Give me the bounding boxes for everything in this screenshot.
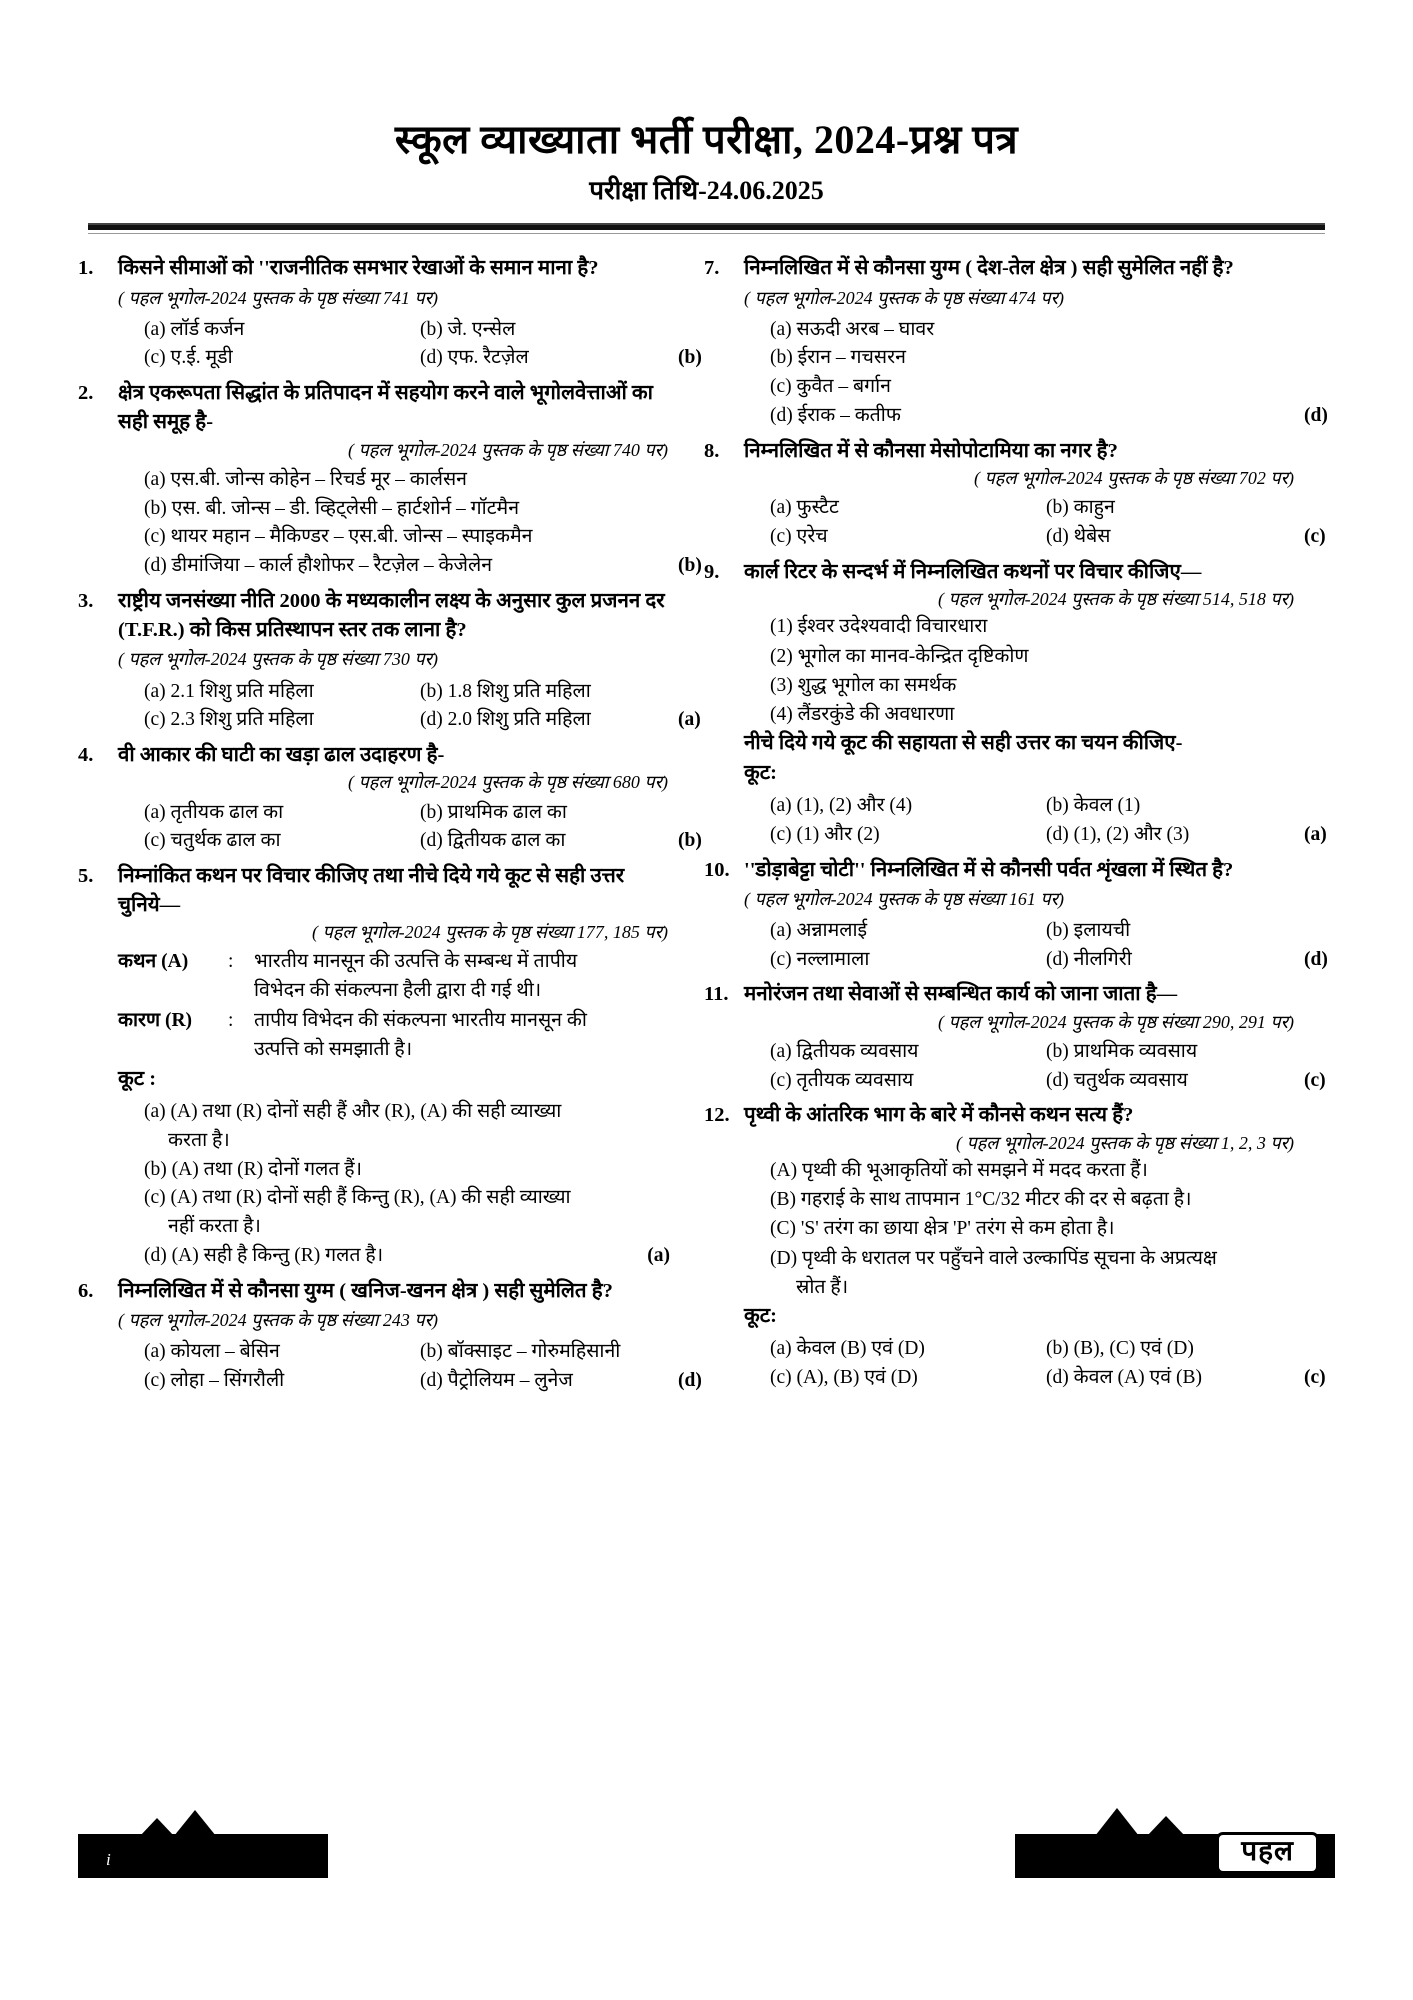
book-reference: ( पहल भूगोल-2024 पुस्तक के पृष्ठ संख्या 702 पर): [974, 468, 1294, 489]
publisher-logo: [1216, 1832, 1319, 1874]
answer-key: (d): [1304, 405, 1328, 427]
statement-item: (C) 'S' तरंग का छाया क्षेत्र 'P' तरंग से कम होता है।: [770, 1218, 1115, 1240]
assertion-colon: :: [228, 950, 234, 972]
book-reference: ( पहल भूगोल-2024 पुस्तक के पृष्ठ संख्या 1, 2, 3 पर): [956, 1132, 1294, 1153]
option-c[interactable]: (c) कुवैत – बर्गान: [770, 376, 891, 398]
option-d[interactable]: (d) द्वितीयक ढाल का: [420, 830, 566, 852]
answer-key: (b): [678, 830, 702, 852]
option-a[interactable]: (a) लॉर्ड कर्जन: [144, 318, 245, 340]
option-a[interactable]: (a) अन्नामलाई: [770, 919, 868, 941]
question-text: पृथ्वी के आंतरिक भाग के बारे में कौनसे कथन सत्य हैं?: [744, 1104, 1134, 1127]
option-a[interactable]: (a) तृतीयक ढाल का: [144, 801, 284, 823]
statement-item: (B) गहराई के साथ तापमान 1°C/32 मीटर की दर से बढ़ता है।: [770, 1189, 1192, 1211]
options-row: [118, 1367, 702, 1396]
option-b[interactable]: (b) बॉक्साइट – गोरुमहिसानी: [420, 1341, 621, 1363]
footer-divider: [328, 1868, 1015, 1878]
question-number: 2.: [78, 382, 94, 405]
book-reference: ( पहल भूगोल-2024 पुस्तक के पृष्ठ संख्या 290, 291 पर): [938, 1011, 1294, 1032]
question-11: [704, 980, 1326, 1095]
option-a[interactable]: (a) (1), (2) और (4): [770, 794, 913, 816]
book-reference: ( पहल भूगोल-2024 पुस्तक के पृष्ठ संख्या 161 पर): [744, 888, 1064, 909]
reason-label: कारण (R): [118, 1010, 193, 1032]
options-list: [744, 792, 1327, 850]
assertion-text: भारतीय मानसून की उत्पत्ति के सम्बन्ध में तापीय: [254, 950, 578, 972]
question-4: [78, 741, 702, 856]
statement-item: (2) भूगोल का मानव-केन्द्रित दृष्टिकोण: [770, 645, 1029, 667]
question-text: कार्ल रिटर के सन्दर्भ में निम्नलिखित कथनों पर विचार कीजिए—: [744, 561, 1202, 584]
question-number: 9.: [704, 561, 720, 584]
options-list: [744, 1038, 1326, 1096]
book-reference: ( पहल भूगोल-2024 पुस्तक के पृष्ठ संख्या 243 पर): [118, 1310, 438, 1331]
option-d[interactable]: (d) एफ. रैटजे़ल: [420, 347, 529, 369]
options-list: [744, 917, 1328, 975]
option-a[interactable]: (a) द्वितीयक व्यवसाय: [770, 1040, 919, 1062]
options-row: [744, 1067, 1326, 1096]
page-number: i: [106, 1850, 111, 1869]
reason-row: [118, 1007, 670, 1036]
statement-item: (1) ईश्वर उदेश्यवादी विचारधारा: [770, 616, 988, 638]
answer-key: (a): [647, 1245, 670, 1267]
option-d[interactable]: (d) नीलगिरी: [1046, 948, 1132, 970]
publisher-logo-text: पहल: [1241, 1836, 1294, 1867]
option-d[interactable]: (d) ईराक – कतीफ: [770, 405, 901, 427]
page-title: स्कूल व्याख्याता भर्ती परीक्षा, 2024-प्रश्न पत्र: [394, 117, 1019, 162]
option-d[interactable]: (d) पैट्रोलियम – लुनेज: [420, 1370, 573, 1392]
options-row: [118, 799, 670, 828]
options-list: [118, 1338, 702, 1396]
page-footer: [78, 1816, 1335, 1878]
question-1: [78, 254, 702, 373]
option-c-continued: नहीं करता है।: [168, 1216, 261, 1238]
questions-two-column-layout: [78, 254, 1335, 1402]
options-row: [744, 494, 1296, 523]
option-d[interactable]: (d) केवल (A) एवं (B): [1046, 1366, 1202, 1388]
question-number: 10.: [704, 858, 730, 881]
question-text: निम्नलिखित में से कौनसा मेसोपोटामिया का नगर है?: [744, 440, 1118, 463]
question-9: [704, 558, 1327, 849]
question-number: 5.: [78, 865, 94, 888]
options-row: [118, 827, 702, 856]
assertion-row: [118, 948, 670, 977]
header-divider: [88, 223, 1325, 234]
answer-key: (b): [678, 347, 702, 369]
statement-item-continued: स्रोत हैं।: [796, 1276, 849, 1298]
statement-item: (D) पृथ्वी के धरातल पर पहुँचने वाले उल्कापिंड सूचना के अप्रत्यक्ष: [770, 1247, 1217, 1269]
question-number: 1.: [78, 257, 94, 280]
question-number: 12.: [704, 1104, 730, 1127]
statement-item: (3) शुद्ध भूगोल का समर्थक: [770, 674, 957, 696]
options-row: [744, 917, 1296, 946]
options-row: [744, 1364, 1326, 1393]
page-header: [0, 0, 1413, 205]
book-reference: ( पहल भूगोल-2024 पुस्तक के पृष्ठ संख्या 741 पर): [118, 287, 438, 308]
question-number: 11.: [704, 983, 729, 1006]
options-row: [744, 821, 1327, 850]
options-row: [118, 678, 670, 707]
option-c[interactable]: (c) 2.3 शिशु प्रति महिला: [144, 709, 314, 731]
question-number: 4.: [78, 744, 94, 767]
question-number: 6.: [78, 1279, 94, 1302]
book-reference: ( पहल भूगोल-2024 पुस्तक के पृष्ठ संख्या 740 पर): [348, 439, 668, 460]
question-text: राष्ट्रीय जनसंख्या नीति 2000 के मध्यकालीन लक्ष्य के अनुसार कुल प्रजनन दर (T.F.R.) को किस प्रतिस्थापन स्तर तक लाना है? ( पहल भूगोल-2024 पुस्तक के पृष्ठ संख्या 730 पर): [118, 590, 665, 670]
answer-key: (b): [678, 555, 702, 577]
option-d[interactable]: (d) डीमांजिया – कार्ल हौशोफर – रैटजे़ल – केजेलेन: [144, 555, 493, 577]
options-row: [118, 344, 702, 373]
question-text: वी आकार की घाटी का खड़ा ढाल उदाहरण है-: [118, 744, 445, 767]
assertion-label: कथन (A): [118, 950, 189, 972]
divider-line-hairline: [88, 233, 1325, 234]
options-row: [118, 552, 702, 581]
question-2: [78, 379, 702, 581]
question-text: मनोरंजन तथा सेवाओं से सम्बन्धित कार्य को जाना जाता है—: [744, 983, 1178, 1006]
question-6: [78, 1277, 702, 1396]
question-text: निम्नलिखित में से कौनसा युग्म ( खनिज-खनन क्षेत्र ) सही सुमेलित है? ( पहल भूगोल-2024 पुस्तक के पृष्ठ संख्या 243 पर): [118, 1279, 613, 1331]
koot-label: कूट:: [744, 762, 777, 785]
option-a[interactable]: (a) कोयला – बेसिन: [144, 1341, 280, 1363]
footer-banner: [78, 1816, 1335, 1878]
option-c[interactable]: (c) नल्लामाला: [770, 948, 870, 970]
footer-left-shape: [78, 1834, 328, 1878]
option-b[interactable]: (b) प्राथमिक व्यवसाय: [1046, 1040, 1198, 1062]
question-12: [704, 1101, 1326, 1392]
option-a[interactable]: (a) 2.1 शिशु प्रति महिला: [144, 680, 314, 702]
answer-key: (c): [1304, 1366, 1326, 1388]
answer-key: (d): [1304, 948, 1328, 970]
option-b[interactable]: (b) (B), (C) एवं (D): [1046, 1337, 1194, 1359]
option-d[interactable]: (d) थेबेस: [1046, 526, 1111, 548]
left-column: [78, 254, 702, 1402]
option-d[interactable]: (d) चतुर्थक व्यवसाय: [1046, 1069, 1188, 1091]
option-d[interactable]: (d) (A) सही है किन्तु (R) गलत है।: [144, 1245, 384, 1267]
book-reference: ( पहल भूगोल-2024 पुस्तक के पृष्ठ संख्या 474 पर): [744, 287, 1064, 308]
question-text: किसने सीमाओं को ''राजनीतिक समभार रेखाओं के समान माना है? ( पहल भूगोल-2024 पुस्तक के पृष्ठ संख्या 741 पर): [118, 257, 599, 308]
statement-item: (A) पृथ्वी की भूआकृतियों को समझने में मदद करता हैं।: [770, 1159, 1148, 1181]
option-b[interactable]: (b) केवल (1): [1046, 794, 1141, 816]
option-a-continued: करता है।: [168, 1129, 230, 1151]
right-column: [704, 254, 1328, 1398]
statement-item: (4) लैंडरकुंडे की अवधारणा: [770, 704, 955, 726]
options-row: [118, 1338, 670, 1367]
options-row: [744, 792, 1296, 821]
instruction-text: नीचे दिये गये कूट की सहायता से सही उत्तर का चयन कीजिए-: [744, 732, 1183, 755]
reason-text: तापीय विभेदन की संकल्पना भारतीय मानसून की: [254, 1010, 587, 1032]
koot-label: कूट :: [118, 1068, 157, 1091]
options-list: [744, 1335, 1326, 1393]
answer-key: (c): [1304, 526, 1326, 548]
answer-key: (a): [1304, 823, 1327, 845]
answer-key: (a): [678, 709, 701, 731]
options-list: [118, 316, 702, 374]
exam-date-subtitle: परीक्षा तिथि-24.06.2025: [589, 175, 824, 205]
option-c[interactable]: (c) (A) तथा (R) दोनों सही हैं किन्तु (R), (A) की सही व्याख्या नहीं करता है।: [118, 1184, 670, 1242]
question-5: [78, 862, 670, 1271]
option-b[interactable]: (b) (A) तथा (R) दोनों गलत हैं।: [144, 1158, 363, 1180]
divider-line-thick: [88, 225, 1325, 230]
question-3: [78, 587, 701, 735]
option-b[interactable]: (b) एस. बी. जोन्स – डी. व्हिट्लेसी – हार्टशोर्न – गॉटमैन: [144, 497, 520, 519]
answer-key: (c): [1304, 1069, 1326, 1091]
question-8: [704, 437, 1326, 552]
options-list: [118, 1098, 670, 1271]
assertion-text-continued: विभेदन की संकल्पना हैली द्वारा दी गई थी।: [254, 979, 542, 1001]
option-a[interactable]: (a) फुस्टैट: [770, 497, 839, 519]
option-b[interactable]: (b) 1.8 शिशु प्रति महिला: [420, 680, 591, 702]
options-row: [744, 523, 1326, 552]
options-row: [744, 1335, 1296, 1364]
options-list: [118, 678, 701, 736]
option-c[interactable]: (c) तृतीयक व्यवसाय: [770, 1069, 914, 1091]
options-list: [744, 494, 1326, 552]
option-d[interactable]: (d) (1), (2) और (3): [1046, 823, 1190, 845]
question-text: क्षेत्र एकरूपता सिद्धांत के प्रतिपादन में सहयोग करने वाले भूगोलवेत्ताओं का सही समूह है-: [118, 382, 653, 434]
options-row: [118, 706, 701, 735]
option-c[interactable]: (c) चतुर्थक ढाल का: [144, 830, 281, 852]
option-b[interactable]: (b) जे. एन्सेल: [420, 318, 516, 340]
question-text: निम्नलिखित में से कौनसा युग्म ( देश-तेल क्षेत्र ) सही सुमेलित नहीं है? ( पहल भूगोल-2024 पुस्तक के पृष्ठ संख्या 474 पर): [744, 257, 1234, 308]
question-text: ''डोड़ाबेट्टा चोटी'' निम्नलिखित में से कौनसी पर्वत शृंखला में स्थित है? ( पहल भूगोल-2024 पुस्तक के पृष्ठ संख्या 161 पर): [744, 858, 1234, 909]
option-b[interactable]: (b) ईरान – गचसरन: [770, 347, 906, 369]
option-a[interactable]: (a) (A) तथा (R) दोनों सही हैं और (R), (A) की सही व्याख्या करता है।: [118, 1098, 670, 1156]
options-list: [118, 799, 702, 857]
option-c[interactable]: (c) (1) और (2): [770, 823, 880, 845]
option-b[interactable]: (b) काहुन: [1046, 497, 1115, 519]
reason-text-continued: उत्पत्ति को समझाती है।: [254, 1039, 413, 1061]
question-10: [704, 856, 1328, 975]
book-reference: ( पहल भूगोल-2024 पुस्तक के पृष्ठ संख्या 730 पर): [118, 649, 438, 670]
book-reference: ( पहल भूगोल-2024 पुस्तक के पृष्ठ संख्या 177, 185 पर): [312, 922, 668, 943]
option-c[interactable]: (c) एरेच: [770, 526, 828, 548]
book-reference: ( पहल भूगोल-2024 पुस्तक के पृष्ठ संख्या 514, 518 पर): [938, 589, 1294, 610]
option-a[interactable]: (a) सऊदी अरब – घावर: [770, 318, 935, 340]
options-row: [744, 402, 1328, 431]
option-d[interactable]: (d) 2.0 शिशु प्रति महिला: [420, 709, 591, 731]
options-row: [118, 1242, 670, 1271]
question-number: 8.: [704, 440, 720, 463]
book-reference: ( पहल भूगोल-2024 पुस्तक के पृष्ठ संख्या 680 पर): [348, 772, 668, 793]
question-number: 3.: [78, 590, 94, 613]
answer-key: (d): [678, 1370, 702, 1392]
option-c[interactable]: (c) लोहा – सिंगरौली: [144, 1370, 285, 1392]
option-a[interactable]: (a) एस.बी. जोन्स कोहेन – रिचर्ड मूर – कार्लसन: [144, 468, 467, 490]
options-row: [118, 316, 670, 345]
options-row: [744, 946, 1328, 975]
option-c[interactable]: (c) (A), (B) एवं (D): [770, 1366, 918, 1388]
question-number: 7.: [704, 257, 720, 280]
options-row: [744, 1038, 1296, 1067]
option-c[interactable]: (c) ए.ई. मूडी: [144, 347, 233, 369]
question-text: निम्नांकित कथन पर विचार कीजिए तथा नीचे दिये गये कूट से सही उत्तर चुनिये—: [118, 865, 625, 917]
option-a[interactable]: (a) केवल (B) एवं (D): [770, 1337, 925, 1359]
koot-label: कूट:: [744, 1305, 777, 1328]
options-list: [118, 466, 702, 581]
option-b[interactable]: (b) इलायची: [1046, 919, 1131, 941]
options-list: [744, 316, 1328, 431]
option-c[interactable]: (c) थायर महान – मैकिण्डर – एस.बी. जोन्स – स्पाइकमैन: [144, 526, 533, 548]
option-b[interactable]: (b) प्राथमिक ढाल का: [420, 801, 567, 823]
question-7: [704, 254, 1328, 431]
reason-colon: :: [228, 1010, 234, 1032]
